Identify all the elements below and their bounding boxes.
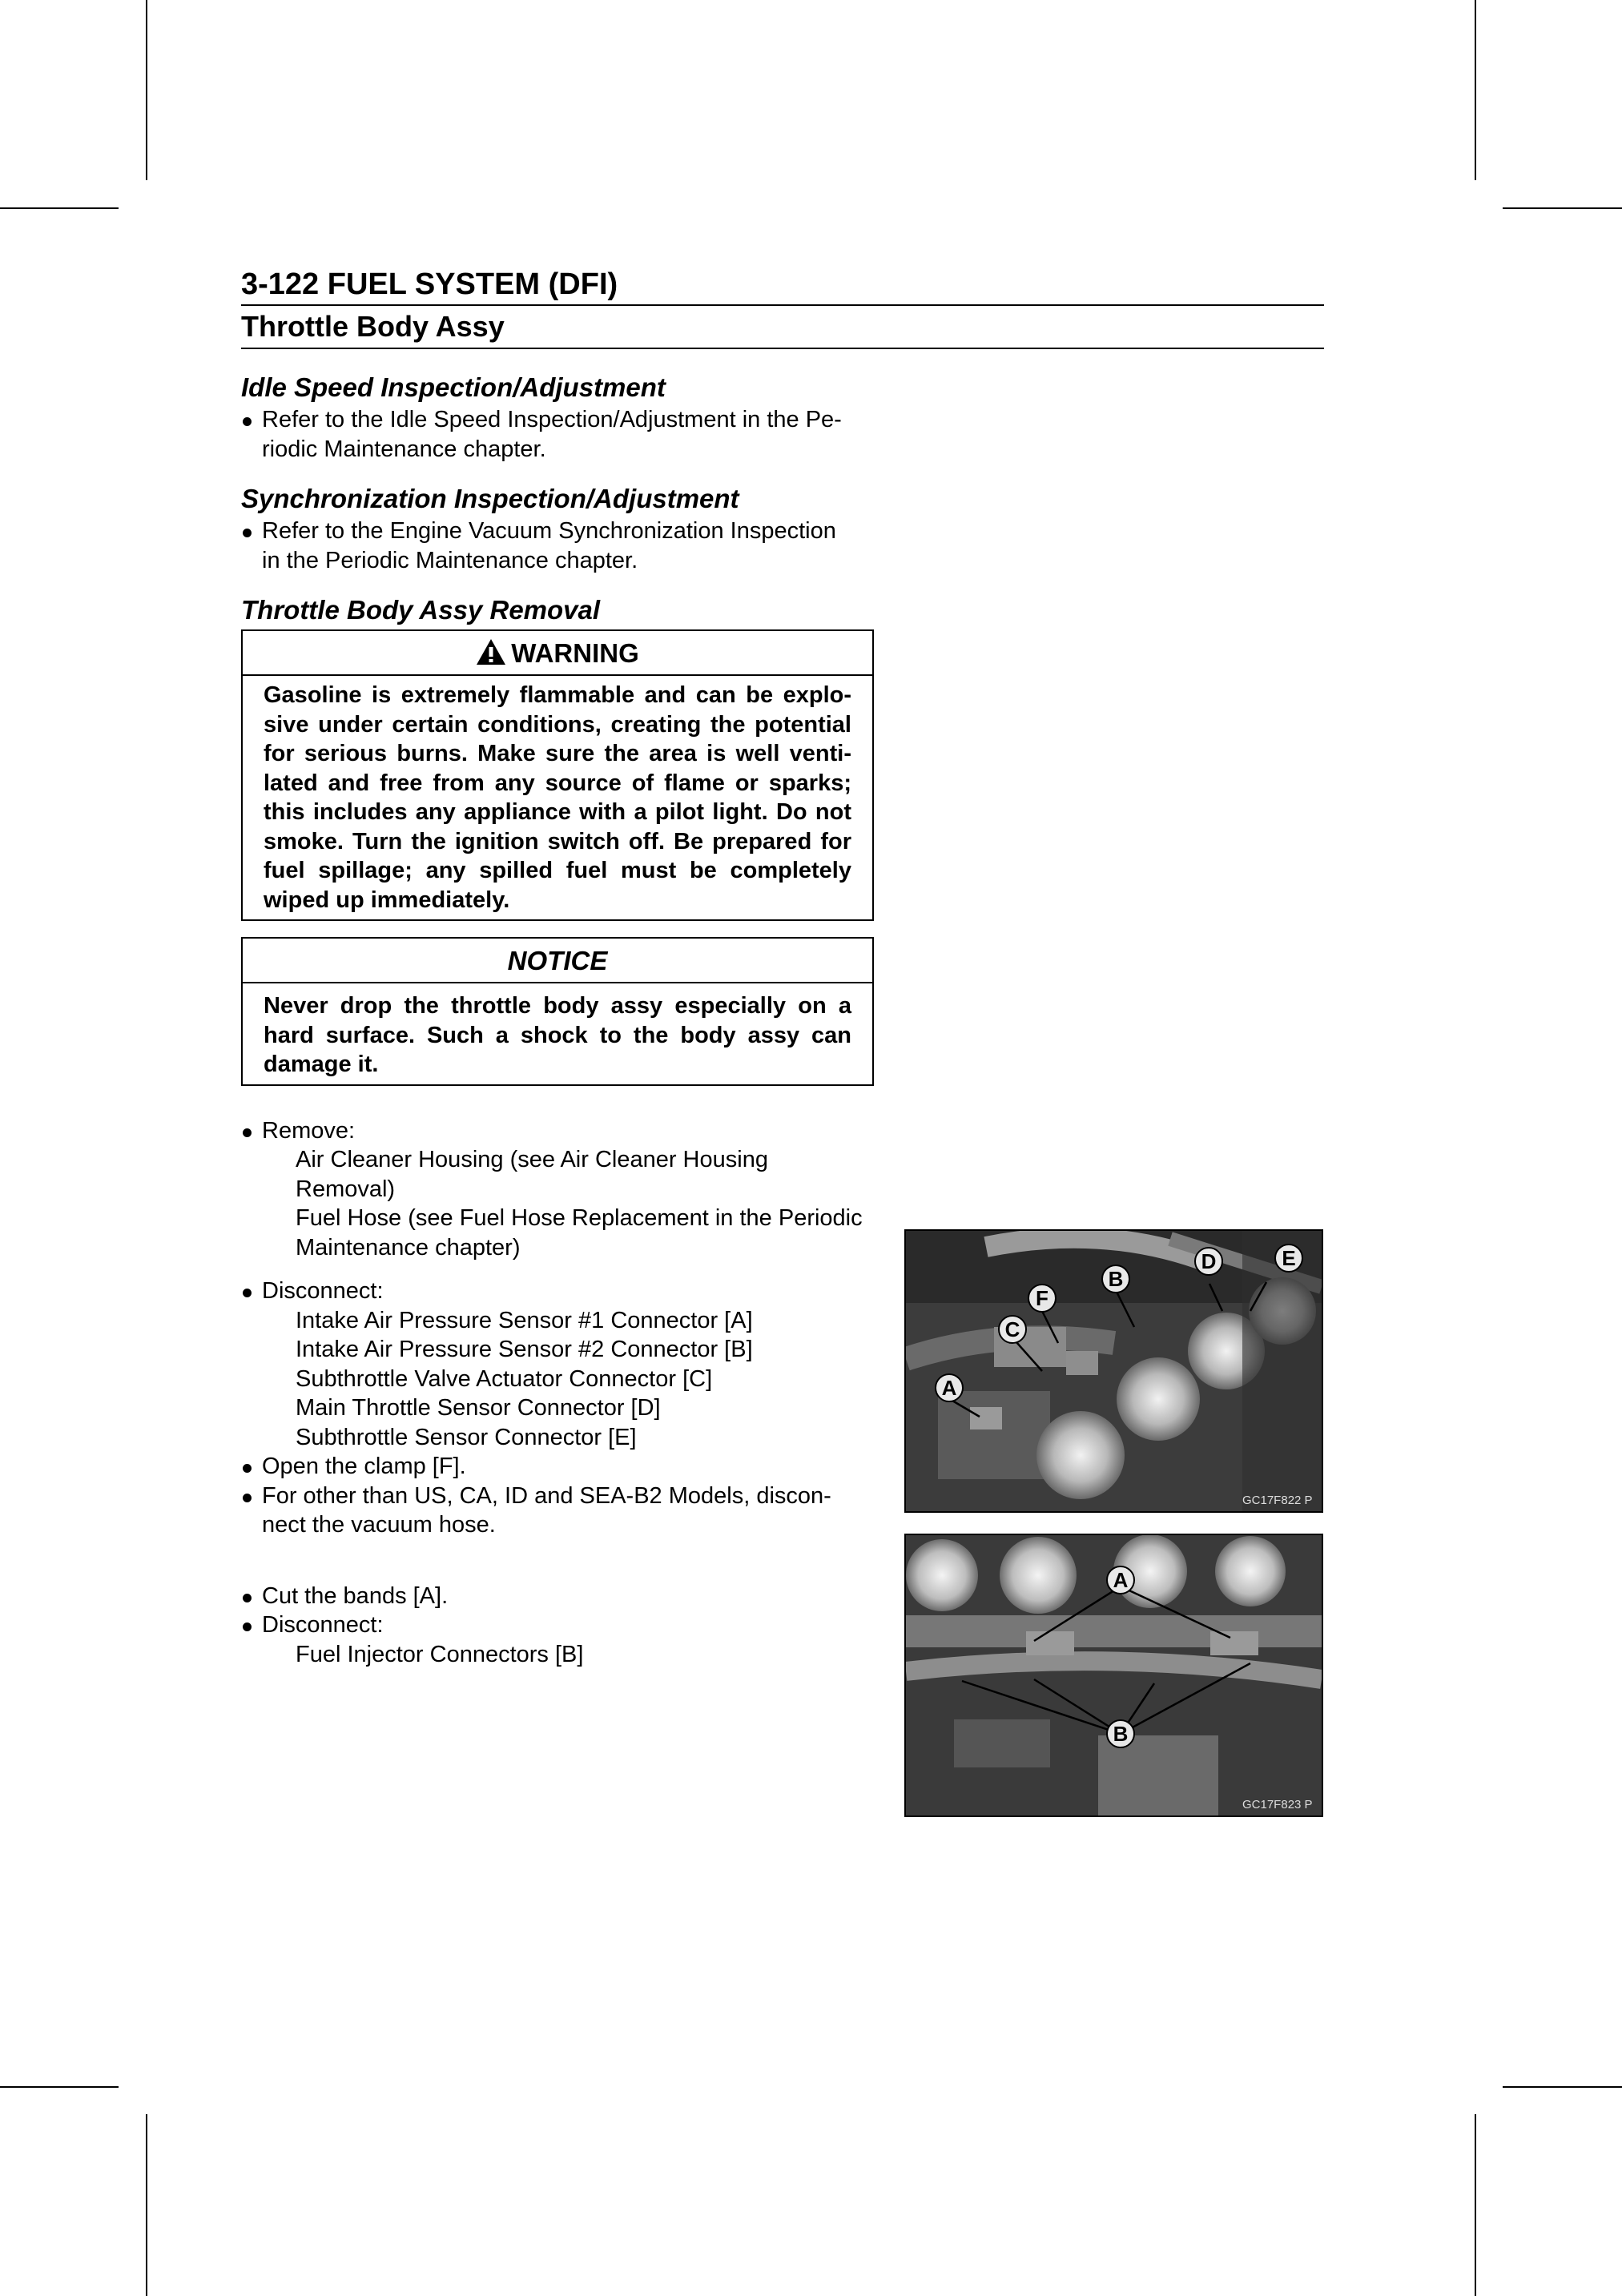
svg-text:A: A — [941, 1376, 957, 1400]
crop-mark — [1503, 207, 1622, 209]
bullet-icon — [243, 1494, 252, 1502]
callout-b — [1107, 1720, 1134, 1747]
callout-a — [1107, 1566, 1134, 1594]
svg-text:B: B — [1113, 1722, 1129, 1746]
disconnect-item: Fuel Injector Connectors [B] — [296, 1641, 584, 1667]
svg-text:F: F — [1036, 1286, 1048, 1310]
callout-d — [1195, 1248, 1222, 1275]
callout-c — [999, 1316, 1026, 1343]
figure-code: GC17F822 P — [1242, 1494, 1313, 1507]
bands-step: Cut the bands [A]. — [241, 1582, 874, 1611]
throttle-body-photo — [906, 1231, 1322, 1511]
section-rule — [241, 348, 1324, 349]
disconnect-item: Main Throttle Sensor Connector [D] — [296, 1395, 661, 1421]
callout-b — [1102, 1265, 1129, 1293]
bullet-icon — [243, 1594, 252, 1602]
idle-heading: Idle Speed Inspection/Adjustment — [241, 372, 666, 402]
sync-instruction: Refer to the Engine Vacuum Synchronization Inspection in the Periodic Maintenance chapter. — [241, 517, 874, 575]
sync-heading: Synchronization Inspection/Adjustment — [241, 484, 739, 513]
figure-throttle-connectors — [904, 1229, 1323, 1513]
svg-text:B: B — [1108, 1267, 1124, 1291]
disconnect-injector-step: Disconnect: Fuel Injector Connectors [B] — [241, 1610, 874, 1669]
bullet-icon — [243, 1464, 252, 1473]
remove-item: Maintenance chapter) — [296, 1234, 521, 1261]
warning-header — [243, 631, 872, 676]
disconnect-step: Disconnect: Intake Air Pressure Sensor #1 Connector [A] Intake Air Pressure Sensor #2 Connector [B] Subthrottle Valve Actuator Connector [C] Main Throttle Sensor Connector [D] Subthrottle Sensor Connector [E] — [241, 1277, 874, 1452]
warning-triangle-icon — [476, 638, 506, 665]
bullet-icon — [243, 1622, 252, 1631]
notice-title: NOTICE — [243, 939, 872, 983]
figure-injector-connectors — [904, 1534, 1323, 1817]
disconnect-item: Intake Air Pressure Sensor #2 Connector [B] — [296, 1337, 753, 1362]
chapter-title: 3-122 FUEL SYSTEM (DFI) — [241, 267, 618, 301]
crop-mark — [146, 0, 147, 180]
warning-title: WARNING — [511, 638, 639, 668]
crop-mark — [1475, 0, 1476, 180]
removal-heading: Throttle Body Assy Removal — [241, 595, 601, 625]
warning-text: Gasoline is extremely flammable and can be explo- sive under certain conditions, creating the potential for serious burns. Make sure the area is well venti- lated and free from any source of flame or sparks; this includes any appliance with a pilot light. Do not smoke. Turn the ignition switch off. Be prepared for fuel spillage; any spilled fuel must be completely wiped up immediately. — [264, 682, 851, 913]
bullet-icon — [243, 1128, 252, 1137]
warning-box — [241, 629, 874, 921]
remove-item: Air Cleaner Housing (see Air Cleaner Housing Removal) — [296, 1147, 768, 1202]
notice-text: Never drop the throttle body assy especially on a hard surface. Such a shock to the body assy can damage it. — [264, 993, 851, 1077]
bullet-icon — [243, 417, 252, 426]
remove-item: Fuel Hose (see Fuel Hose Replacement in the Periodic — [296, 1205, 863, 1231]
figure-code: GC17F823 P — [1242, 1798, 1313, 1811]
callout-a — [936, 1374, 963, 1401]
disconnect-item: Subthrottle Valve Actuator Connector [C] — [296, 1365, 713, 1392]
page-header — [241, 264, 1324, 349]
bullet-icon — [243, 1289, 252, 1297]
idle-instruction: Refer to the Idle Speed Inspection/Adjustment in the Pe- riodic Maintenance chapter. — [241, 405, 874, 464]
crop-mark — [0, 2086, 119, 2088]
svg-text:E: E — [1282, 1246, 1296, 1270]
bullet-icon — [243, 529, 252, 537]
disconnect-item: Intake Air Pressure Sensor #1 Connector [A] — [296, 1307, 753, 1333]
section-title: Throttle Body Assy — [241, 310, 505, 343]
disconnect-item: Subthrottle Sensor Connector [E] — [296, 1424, 637, 1450]
crop-mark — [1503, 2086, 1622, 2088]
crop-mark — [146, 2114, 147, 2296]
remove-step: Remove: Air Cleaner Housing (see Air Cleaner Housing Removal) Fuel Hose (see Fuel Hose Replacement in the Periodic Maintenance chapter) — [241, 1116, 874, 1263]
svg-text:A: A — [1113, 1568, 1129, 1592]
injector-photo — [906, 1535, 1322, 1815]
vacuum-hose-step: For other than US, CA, ID and SEA-B2 Models, discon- nect the vacuum hose. — [241, 1482, 874, 1540]
svg-text:C: C — [1004, 1317, 1020, 1341]
callout-e — [1275, 1245, 1302, 1272]
clamp-step: Open the clamp [F]. — [241, 1452, 874, 1482]
svg-text:D: D — [1201, 1249, 1217, 1273]
callout-f — [1028, 1285, 1056, 1312]
notice-box — [241, 937, 874, 1086]
crop-mark — [1475, 2114, 1476, 2296]
main-text-column — [241, 370, 874, 1669]
crop-mark — [0, 207, 119, 209]
